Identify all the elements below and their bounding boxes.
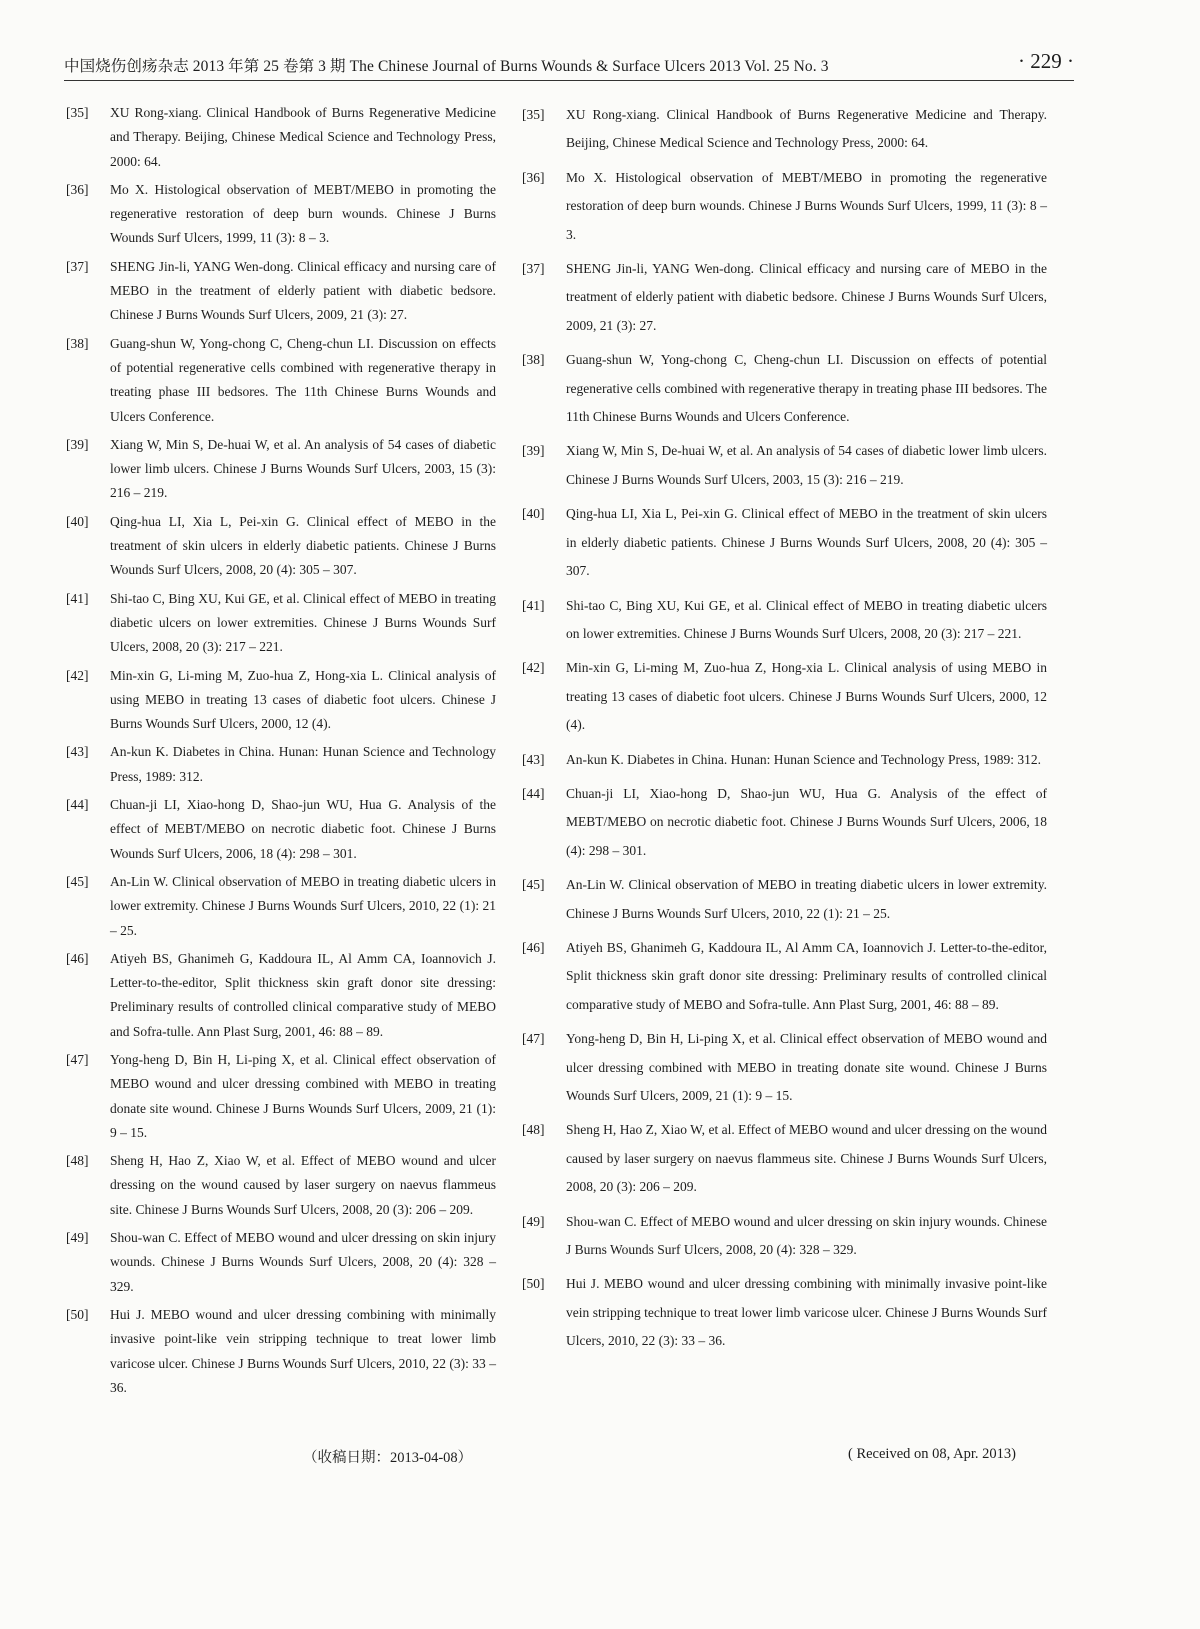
reference-number: [46]: [66, 950, 89, 966]
reference-text: Shi-tao C, Bing XU, Kui GE, et al. Clinical effect of MEBO in treating diabetic ulcers on lower extremities. Chinese J Burns Wounds Surf Ulcers, 2008, 20 (3): 217 – 221.: [110, 590, 496, 655]
reference-list-english-column: [522, 101, 1047, 1362]
reference-text: Qing-hua LI, Xia L, Pei-xin G. Clinical effect of MEBO in the treatment of skin ulcers in elderly diabetic patients. Chinese J Burns Wounds Surf Ulcers, 2008, 20 (4): 305 – 307.: [566, 506, 1047, 579]
reference-entry: [522, 101, 1047, 158]
reference-entry: [66, 587, 496, 660]
reference-entry: [66, 664, 496, 737]
reference-entry: [66, 332, 496, 429]
reference-entry: [522, 255, 1047, 340]
reference-entry: [66, 433, 496, 506]
reference-text: Xiang W, Min S, De-huai W, et al. An analysis of 54 cases of diabetic lower limb ulcers. Chinese J Burns Wounds Surf Ulcers, 2003, 15 (3): 216 – 219.: [566, 443, 1047, 487]
reference-number: [43]: [66, 744, 89, 760]
reference-text: XU Rong-xiang. Clinical Handbook of Burns Regenerative Medicine and Therapy. Beijing, Chinese Medical Science and Technology Press, 2000: 64.: [110, 105, 496, 169]
reference-entry: [66, 740, 496, 789]
reference-number: [45]: [522, 877, 545, 893]
reference-number: [44]: [66, 797, 89, 813]
reference-number: [42]: [522, 660, 545, 676]
reference-text: Xiang W, Min S, De-huai W, et al. An analysis of 54 cases of diabetic lower limb ulcers. Chinese J Burns Wounds Surf Ulcers, 2003, 15 (3): 216 – 219.: [110, 436, 496, 501]
reference-number: [50]: [522, 1276, 545, 1292]
reference-entry: [66, 947, 496, 1044]
reference-text: Chuan-ji LI, Xiao-hong D, Shao-jun WU, Hua G. Analysis of the effect of MEBT/MEBO on necrotic diabetic foot. Chinese J Burns Wounds Surf Ulcers, 2006, 18 (4): 298 – 301.: [566, 785, 1047, 858]
reference-text: XU Rong-xiang. Clinical Handbook of Burns Regenerative Medicine and Therapy. Beijing, Chinese Medical Science and Technology Press, 2000: 64.: [566, 107, 1047, 151]
reference-list-chinese-column: [66, 101, 496, 1404]
reference-entry: [522, 592, 1047, 649]
reference-entry: [522, 346, 1047, 431]
reference-text: Yong-heng D, Bin H, Li-ping X, et al. Clinical effect observation of MEBO wound and ulcer dressing combined with MEBO in treating donate site wound. Chinese J Burns Wounds Surf Ulcers, 2009, 21 (1): 9 – 15.: [566, 1031, 1047, 1103]
received-date-english: ( Received on 08, Apr. 2013): [848, 1446, 1016, 1462]
reference-text: Shou-wan C. Effect of MEBO wound and ulcer dressing on skin injury wounds. Chinese J Burns Wounds Surf Ulcers, 2008, 20 (4): 328 – 329.: [566, 1213, 1047, 1258]
reference-text: Qing-hua LI, Xia L, Pei-xin G. Clinical effect of MEBO in the treatment of skin ulcers in elderly diabetic patients. Chinese J Burns Wounds Surf Ulcers, 2008, 20 (4): 305 – 307.: [110, 513, 496, 578]
reference-text: Sheng H, Hao Z, Xiao W, et al. Effect of MEBO wound and ulcer dressing on the wound caused by laser surgery on naevus flammeus site. Chinese J Burns Wounds Surf Ulcers, 2008, 20 (3): 206 – 209.: [110, 1153, 496, 1217]
reference-entry: [522, 934, 1047, 1019]
reference-number: [47]: [66, 1051, 89, 1067]
reference-number: [37]: [522, 261, 545, 277]
reference-text: Chuan-ji LI, Xiao-hong D, Shao-jun WU, Hua G. Analysis of the effect of MEBT/MEBO on necrotic diabetic foot. Chinese J Burns Wounds Surf Ulcers, 2006, 18 (4): 298 – 301.: [110, 797, 496, 861]
reference-text: An-kun K. Diabetes in China. Hunan: Hunan Science and Technology Press, 1989: 312.: [566, 751, 1041, 767]
reference-number: [49]: [66, 1230, 89, 1246]
reference-text: Guang-shun W, Yong-chong C, Cheng-chun LI. Discussion on effects of potential regenerative cells combined with regenerative therapy in treating phase III bedsores. The 11th Chinese Burns Wounds and Ulcers Conference.: [566, 352, 1047, 425]
reference-text: SHENG Jin-li, YANG Wen-dong. Clinical efficacy and nursing care of MEBO in the treatment of elderly patient with diabetic bedsore. Chinese J Burns Wounds Surf Ulcers, 2009, 21 (3): 27.: [566, 261, 1047, 333]
reference-text: Hui J. MEBO wound and ulcer dressing combining with minimally invasive point-like vein stripping technique to treat lower limb varicose ulcer. Chinese J Burns Wounds Surf Ulcers, 2010, 22 (3): 33 – 36.: [566, 1276, 1047, 1349]
reference-text: Mo X. Histological observation of MEBT/MEBO in promoting the regenerative restoration of deep burn wounds. Chinese J Burns Wounds Surf Ulcers, 1999, 11 (3): 8 – 3.: [110, 181, 496, 246]
reference-number: [49]: [522, 1213, 545, 1229]
reference-text: Sheng H, Hao Z, Xiao W, et al. Effect of MEBO wound and ulcer dressing on the wound caused by laser surgery on naevus flammeus site. Chinese J Burns Wounds Surf Ulcers, 2008, 20 (3): 206 – 209.: [566, 1122, 1047, 1195]
reference-number: [40]: [522, 506, 545, 522]
reference-entry: [66, 101, 496, 174]
journal-title: 中国烧伤创疡杂志 2013 年第 25 卷第 3 期 The Chinese Journal of Burns Wounds & Surface Ulcers 2013 Vol. 25 No. 3: [64, 58, 829, 75]
reference-entry: [522, 1025, 1047, 1110]
reference-number: [37]: [66, 258, 89, 274]
reference-text: Min-xin G, Li-ming M, Zuo-hua Z, Hong-xia L. Clinical analysis of using MEBO in treating 13 cases of diabetic foot ulcers. Chinese J Burns Wounds Surf Ulcers, 2000, 12 (4).: [566, 660, 1047, 733]
reference-number: [40]: [66, 513, 89, 529]
reference-number: [35]: [522, 107, 545, 122]
received-date-chinese: （收稿日期：2013-04-08）: [303, 1450, 473, 1466]
reference-text: An-Lin W. Clinical observation of MEBO in treating diabetic ulcers in lower extremity. Chinese J Burns Wounds Surf Ulcers, 2010, 22 (1): 21 – 25.: [110, 873, 496, 938]
reference-text: An-Lin W. Clinical observation of MEBO in treating diabetic ulcers in lower extremity. Chinese J Burns Wounds Surf Ulcers, 2010, 22 (1): 21 – 25.: [566, 877, 1047, 921]
reference-entry: [66, 255, 496, 328]
reference-number: [43]: [522, 751, 545, 767]
reference-number: [35]: [66, 105, 89, 120]
reference-text: Atiyeh BS, Ghanimeh G, Kaddoura IL, Al Amm CA, Ioannovich J. Letter-to-the-editor, Split thickness skin graft donor site dressing: Preliminary results of controlled clinical comparative study of MEBO and Sofra-tulle. Ann Plast Surg, 2001, 46: 88 – 89.: [566, 939, 1047, 1012]
reference-number: [38]: [66, 335, 89, 351]
reference-number: [41]: [522, 597, 545, 613]
reference-text: Shi-tao C, Bing XU, Kui GE, et al. Clinical effect of MEBO in treating diabetic ulcers on lower extremities. Chinese J Burns Wounds Surf Ulcers, 2008, 20 (3): 217 – 221.: [566, 597, 1047, 641]
reference-text: Mo X. Histological observation of MEBT/MEBO in promoting the regenerative restoration of deep burn wounds. Chinese J Burns Wounds Surf Ulcers, 1999, 11 (3): 8 – 3.: [566, 169, 1047, 242]
reference-entry: [66, 510, 496, 583]
reference-entry: [522, 746, 1047, 774]
reference-number: [41]: [66, 590, 89, 606]
reference-number: [42]: [66, 667, 89, 683]
reference-number: [47]: [522, 1031, 545, 1047]
reference-text: Guang-shun W, Yong-chong C, Cheng-chun LI. Discussion on effects of potential regenerative cells combined with regenerative therapy in treating phase III bedsores. The 11th Chinese Burns Wounds and Ulcers Conference.: [110, 335, 496, 424]
reference-entry: [66, 1303, 496, 1400]
reference-entry: [522, 1116, 1047, 1201]
reference-entry: [522, 1270, 1047, 1355]
reference-entry: [66, 870, 496, 943]
reference-number: [36]: [522, 169, 545, 185]
reference-text: Shou-wan C. Effect of MEBO wound and ulcer dressing on skin injury wounds. Chinese J Burns Wounds Surf Ulcers, 2008, 20 (4): 328 – 329.: [110, 1230, 496, 1294]
reference-entry: [522, 1208, 1047, 1265]
reference-entry: [66, 793, 496, 866]
reference-number: [46]: [522, 939, 545, 955]
reference-number: [45]: [66, 873, 89, 889]
reference-entry: [522, 654, 1047, 739]
reference-entry: [66, 1149, 496, 1222]
reference-text: Min-xin G, Li-ming M, Zuo-hua Z, Hong-xia L. Clinical analysis of using MEBO in treating 13 cases of diabetic foot ulcers. Chinese J Burns Wounds Surf Ulcers, 2000, 12 (4).: [110, 667, 496, 732]
reference-number: [50]: [66, 1306, 89, 1322]
reference-text: An-kun K. Diabetes in China. Hunan: Hunan Science and Technology Press, 1989: 312.: [110, 744, 496, 784]
reference-number: [48]: [66, 1153, 89, 1169]
reference-entry: [66, 178, 496, 251]
reference-entry: [66, 1048, 496, 1145]
reference-number: [44]: [522, 785, 545, 801]
reference-number: [38]: [522, 352, 545, 368]
reference-entry: [522, 437, 1047, 494]
reference-entry: [66, 1226, 496, 1299]
reference-text: Yong-heng D, Bin H, Li-ping X, et al. Clinical effect observation of MEBO wound and ulcer dressing combined with MEBO in treating donate site wound. Chinese J Burns Wounds Surf Ulcers, 2009, 21 (1): 9 – 15.: [110, 1051, 496, 1140]
reference-text: Hui J. MEBO wound and ulcer dressing combining with minimally invasive point-like vein stripping technique to treat lower limb varicose ulcer. Chinese J Burns Wounds Surf Ulcers, 2010, 22 (3): 33 – 36.: [110, 1306, 496, 1395]
reference-number: [48]: [522, 1122, 545, 1138]
reference-entry: [522, 871, 1047, 928]
page-number: · 229 ·: [1018, 49, 1074, 73]
reference-text: SHENG Jin-li, YANG Wen-dong. Clinical efficacy and nursing care of MEBO in the treatment of elderly patient with diabetic bedsore. Chinese J Burns Wounds Surf Ulcers, 2009, 21 (3): 27.: [110, 258, 496, 323]
reference-entry: [522, 780, 1047, 865]
reference-number: [36]: [66, 181, 89, 197]
reference-entry: [522, 164, 1047, 249]
reference-number: [39]: [66, 436, 89, 452]
reference-text: Atiyeh BS, Ghanimeh G, Kaddoura IL, Al Amm CA, Ioannovich J. Letter-to-the-editor, Split thickness skin graft donor site dressing: Preliminary results of controlled clinical comparative study of MEBO and Sofra-tulle. Ann Plast Surg, 2001, 46: 88 – 89.: [110, 950, 496, 1039]
running-header: [64, 49, 1074, 81]
reference-number: [39]: [522, 443, 545, 459]
reference-entry: [522, 500, 1047, 585]
